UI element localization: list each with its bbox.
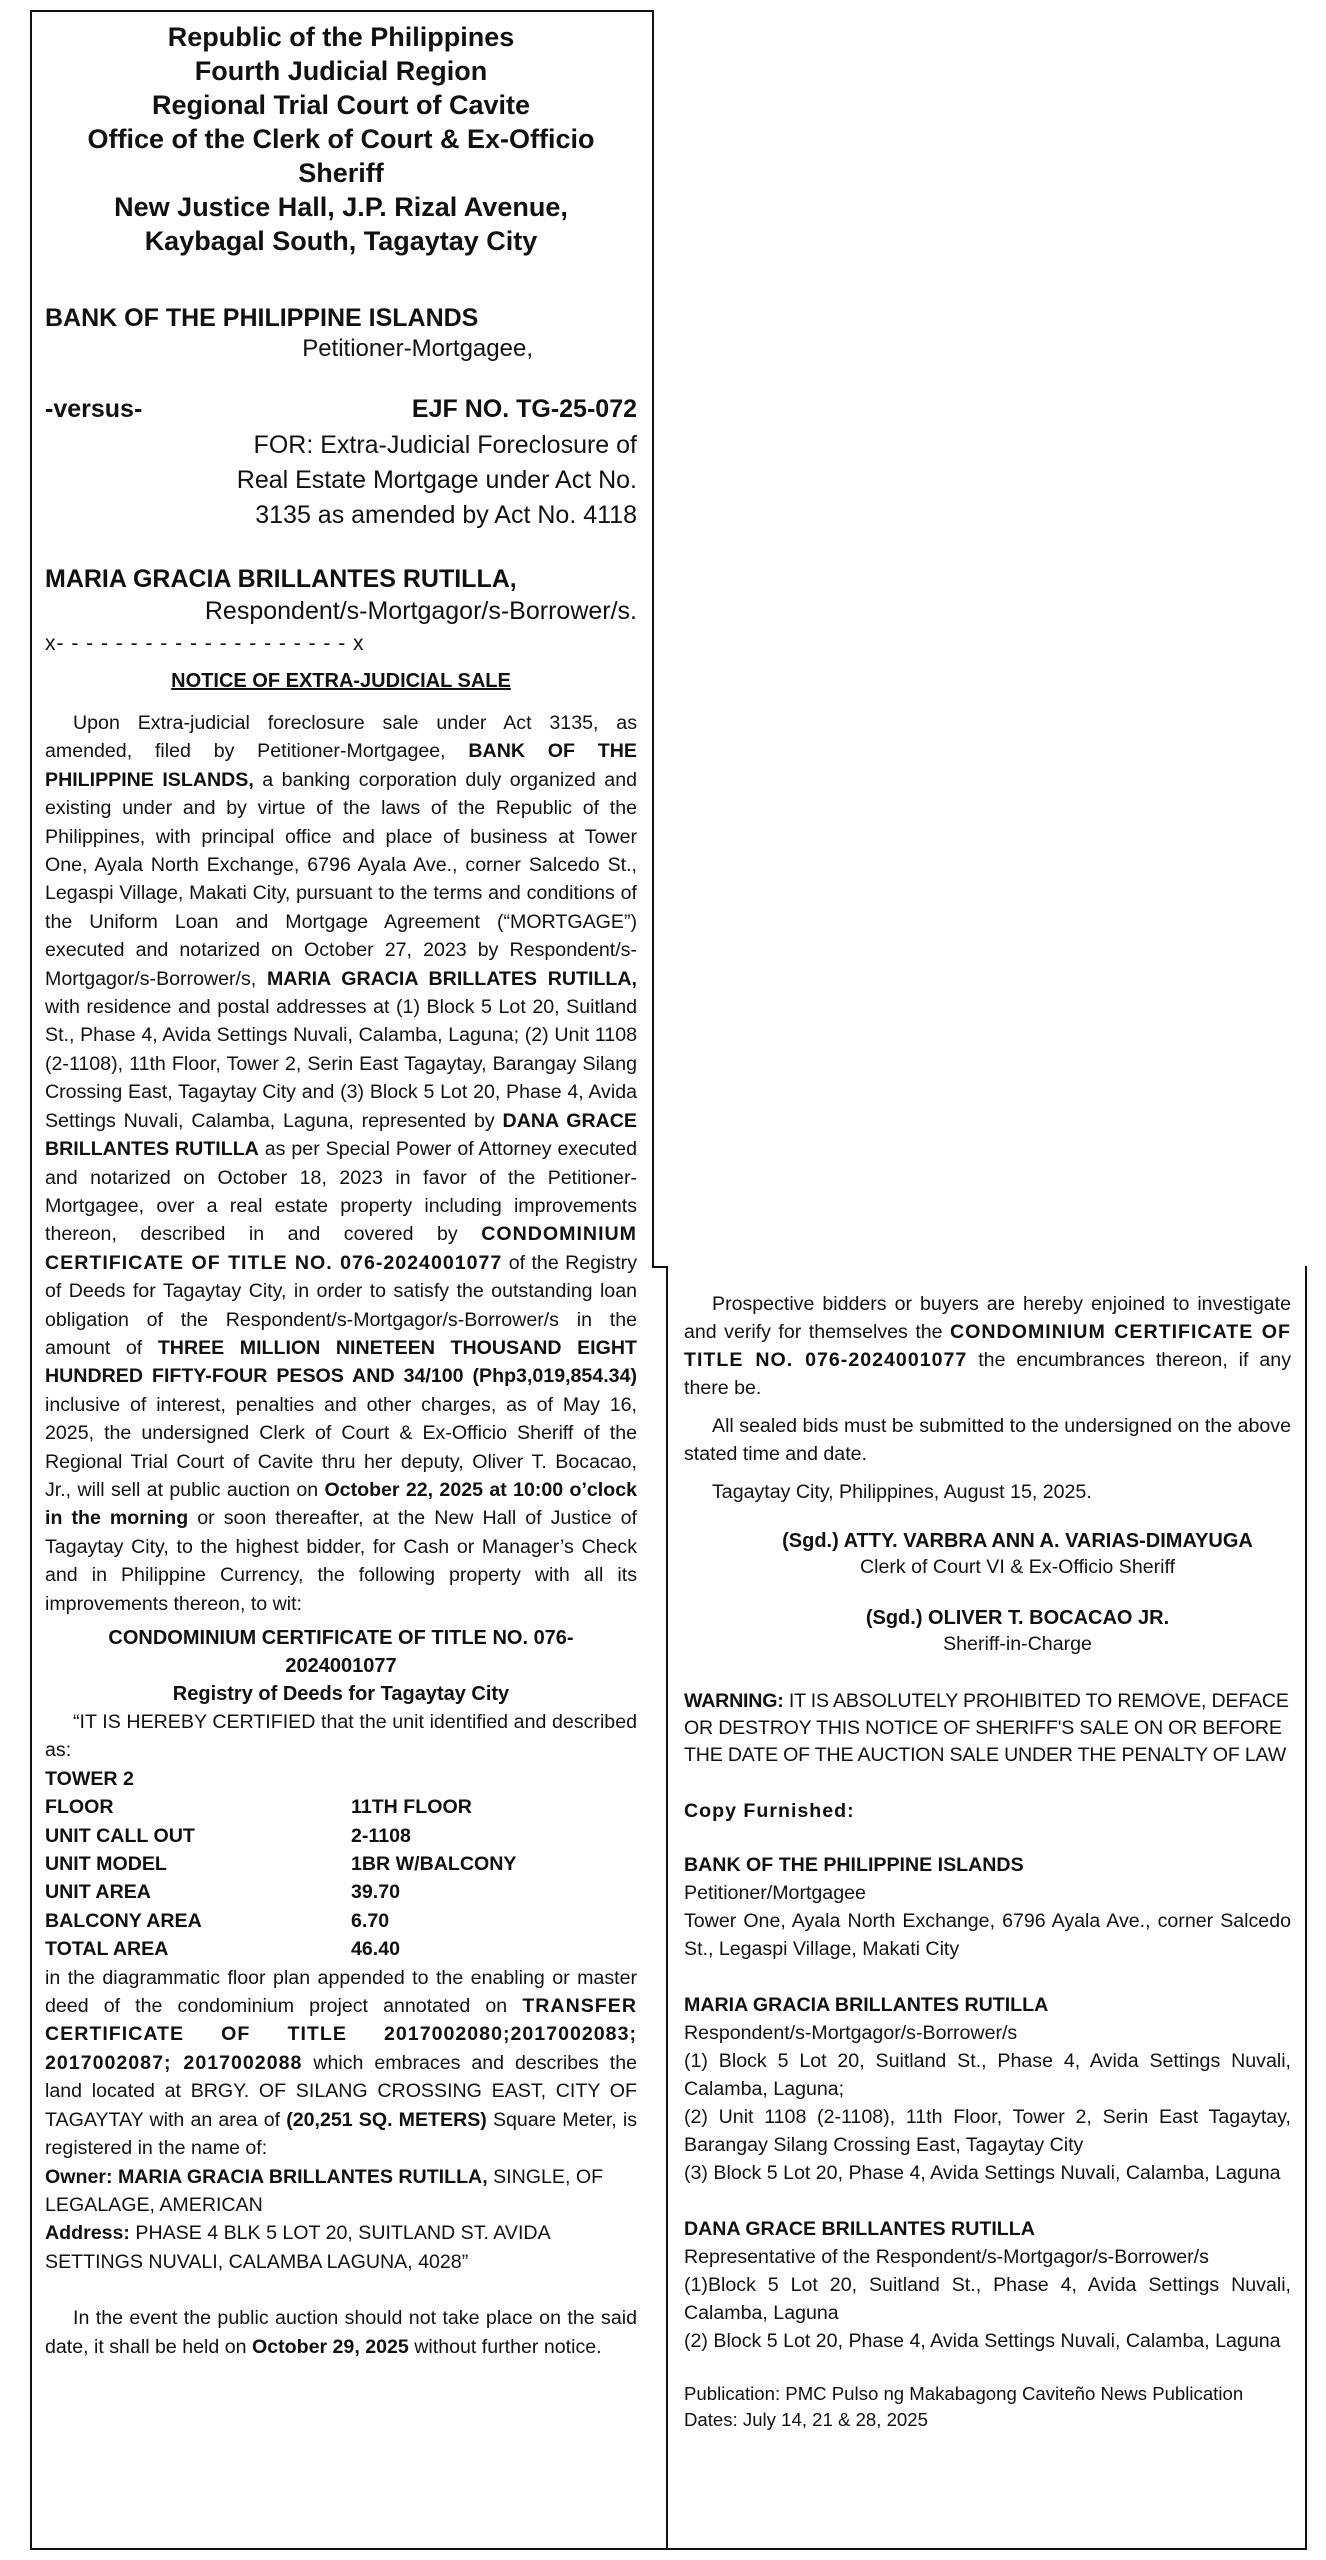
frame-left-line bbox=[30, 10, 32, 2550]
unit-key: TOTAL AREA bbox=[45, 1938, 169, 1961]
recipient-role: Representative of the Respondent/s-Mortgagor/s-Borrower/s bbox=[684, 2246, 1209, 2268]
cct-title-line: 2024001077 bbox=[285, 1655, 397, 1677]
table-row bbox=[45, 1793, 516, 1821]
header-line: Fourth Judicial Region bbox=[194, 56, 488, 86]
text: Square Meter, is registered in the name of: bbox=[45, 2108, 637, 2160]
copy-recipient-bpi bbox=[684, 1851, 1291, 1963]
recipient-name: BANK OF THE PHILIPPINE ISLANDS bbox=[684, 1854, 1024, 1876]
bold-text: Address: bbox=[45, 2222, 130, 2245]
bold-text: THREE MILLION NINETEEN THOUSAND EIGHT HUNDRED FIFTY-FOUR PESOS AND 34/100 (Php3,019,854.34) bbox=[45, 1336, 637, 1388]
recipient-role: Respondent/s-Mortgagor/s-Borrower/s bbox=[684, 2022, 1018, 2044]
versus-label: -versus- bbox=[45, 395, 143, 423]
text: as per Special Power of Attorney executed and notarized on October 18, 2023 in favor of the Petitioner-Mortgagee, over a real estate property including improvements thereon, described in and covered by bbox=[45, 1138, 637, 1246]
cct-title bbox=[45, 1624, 637, 1708]
case-subject-line: FOR: Extra-Judicial Foreclosure of bbox=[253, 431, 637, 459]
paragraph-sealed-bids: All sealed bids must be submitted to the undersigned on the above stated time and date. bbox=[684, 1415, 1291, 1465]
bold-text: MARIA GRACIA BRILLATES RUTILLA, bbox=[266, 967, 637, 990]
notice-title: NOTICE OF EXTRA-JUDICIAL SALE bbox=[171, 670, 511, 692]
table-row bbox=[45, 1878, 516, 1906]
recipient-address: (2) Unit 1108 (2-1108), 11th Floor, Tower 2, Serin East Tagaytay, Barangay Silang Crossing East, Tagaytay City bbox=[684, 2106, 1291, 2156]
owner-line bbox=[45, 2163, 637, 2220]
bold-text: Owner: MARIA GRACIA BRILLANTES RUTILLA, bbox=[45, 2165, 488, 2188]
table-row bbox=[45, 1850, 516, 1878]
text: a banking corporation duly organized and existing under and by virtue of the laws of the Republic of the Philippines, with principal office and place of business at Tower One, Ayala North Exchange, 6796 Ayala Ave., corner Salcedo St., Legaspi Village, Makati City, pursuant to the terms and conditions of the Uniform Loan and Mortgage Agreement (“MORTGAGE”) executed and notarized on October 27, 2023 by Respondent/s-Mortgagor/s-Borrower/s, bbox=[45, 768, 637, 990]
recipient-address: (2) Block 5 Lot 20, Phase 4, Avida Settings Nuvali, Calamba, Laguna bbox=[684, 2330, 1281, 2352]
header-line: Regional Trial Court of Cavite bbox=[151, 90, 531, 120]
unit-key: UNIT CALL OUT bbox=[45, 1824, 195, 1847]
recipient-address: (3) Block 5 Lot 20, Phase 4, Avida Settings Nuvali, Calamba, Laguna bbox=[684, 2162, 1281, 2184]
paragraph-bidders bbox=[684, 1290, 1291, 1402]
text: PHASE 4 BLK 5 LOT 20, SUITLAND ST. AVIDA SETTINGS NUVALI, CALAMBA LAGUNA, 4028” bbox=[45, 2222, 550, 2273]
paragraph-foreclosure bbox=[45, 709, 637, 1618]
signature-block-clerk bbox=[684, 1530, 1291, 1581]
unit-value: 11TH FLOOR bbox=[351, 1796, 472, 1819]
signature-block-sheriff bbox=[684, 1607, 1291, 1658]
court-header bbox=[45, 20, 637, 258]
signatory-title: Clerk of Court VI & Ex-Officio Sheriff bbox=[859, 1556, 1176, 1578]
header-line: Office of the Clerk of Court & Ex-Officio bbox=[87, 124, 595, 154]
copy-recipient-representative bbox=[684, 2215, 1291, 2355]
unit-key: FLOOR bbox=[45, 1796, 114, 1819]
text: with residence and postal addresses at (1) Block 5 Lot 20, Suitland St., Phase 4, Avida Settings Nuvali, Calamba, Laguna; (2) Unit 1108 (2-1108), 11th Floor, Tower 2, Serin East Tagaytay, Barangay Silang Crossing East, Tagaytay City and (3) Block 5 Lot 20, Phase 4, Avida Settings Nuvali, Calamba, Laguna, represented by bbox=[45, 996, 637, 1132]
petitioner-role: Petitioner-Mortgagee, bbox=[302, 335, 533, 362]
text: in the diagrammatic floor plan appended to the enabling or master deed of the condominium project annotated on bbox=[45, 1966, 637, 2018]
recipient-address: (1)Block 5 Lot 20, Suitland St., Phase 4, Avida Settings Nuvali, Calamba, Laguna bbox=[684, 2274, 1291, 2324]
bold-text: CONDOMINIUM CERTIFICATE OF TITLE NO. 076-2024001077 bbox=[45, 1223, 637, 1274]
copy-recipient-respondent bbox=[684, 1991, 1291, 2187]
header-line: Kaybagal South, Tagaytay City bbox=[144, 226, 538, 256]
copy-furnished-heading: Copy Furnished: bbox=[684, 1800, 855, 1822]
unit-key: BALCONY AREA bbox=[45, 1909, 202, 1932]
text: or soon thereafter, at the New Hall of Justice of Tagaytay City, to the highest bidder, for Cash or Manager’s Check and in Philippine Currency, the following property with all its improvements thereon, to wit: bbox=[45, 1507, 637, 1615]
header-line: Republic of the Philippines bbox=[167, 22, 515, 52]
text: without further notice. bbox=[408, 2335, 602, 2358]
bold-text: DANA GRACE BRILLANTES RUTILLA bbox=[45, 1109, 637, 1161]
petitioner-name: BANK OF THE PHILIPPINE ISLANDS bbox=[45, 304, 479, 332]
text: Prospective bidders or buyers are hereby enjoined to investigate and verify for themselves the bbox=[684, 1293, 1291, 1343]
table-row bbox=[45, 1935, 516, 1963]
recipient-name: DANA GRACE BRILLANTES RUTILLA bbox=[684, 2218, 1035, 2240]
unit-value: 2-1108 bbox=[351, 1824, 411, 1847]
frame-top-line bbox=[30, 10, 654, 12]
frame-right-line bbox=[1305, 1266, 1307, 2550]
left-column bbox=[45, 20, 637, 2361]
respondent-role: Respondent/s-Mortgagor/s-Borrower/s. bbox=[204, 597, 637, 625]
unit-value: 39.70 bbox=[351, 1881, 401, 1904]
certified-text: “IT IS HEREBY CERTIFIED that the unit identified and described as: bbox=[45, 1711, 637, 1762]
text: inclusive of interest, penalties and other charges, as of May 16, 2025, the undersigned Clerk of Court & Ex-Officio Sheriff of the Regional Trial Court of Cavite thru her deputy, Oliver T. Bocacao, Jr., will sell at public auction on bbox=[45, 1393, 637, 1501]
unit-key: UNIT MODEL bbox=[45, 1853, 167, 1876]
signatory-name: (Sgd.) OLIVER T. BOCACAO JR. bbox=[865, 1607, 1170, 1629]
signatory-title: Sheriff-in-Charge bbox=[943, 1633, 1092, 1655]
signatory-name: (Sgd.) ATTY. VARBRA ANN A. VARIAS-DIMAYUGA bbox=[782, 1530, 1253, 1552]
text: of the Registry of Deeds for Tagaytay City, in order to satisfy the outstanding loan obligation of the Respondent/s-Mortgagor/s-Borrower/s in the amount of bbox=[45, 1251, 637, 1359]
versus-row bbox=[45, 395, 637, 424]
unit-tower: TOWER 2 bbox=[45, 1767, 134, 1790]
unit-key: UNIT AREA bbox=[45, 1881, 151, 1904]
text: which embraces and describes the land located at BRGY. OF SILANG CROSSING EAST, CITY OF TAGAYTAY with an area of bbox=[45, 2051, 637, 2131]
text: IT IS ABSOLUTELY PROHIBITED TO REMOVE, DEFACE OR DESTROY THIS NOTICE OF SHERIFF'S SALE ON OR BEFORE THE DATE OF THE AUCTION SALE UNDER THE PENALTY OF LAW bbox=[684, 1690, 1289, 1766]
caption-x-line: x- - - - - - - - - - - - - - - - - - - - x bbox=[45, 632, 365, 655]
bold-text: October 22, 2025 at 10:00 o’clock in the morning bbox=[45, 1478, 637, 1530]
unit-value: 46.40 bbox=[351, 1938, 401, 1961]
bold-text: WARNING: bbox=[684, 1690, 784, 1712]
bold-text: (20,251 SQ. METERS) bbox=[286, 2108, 487, 2131]
frame-middle-upper-line bbox=[652, 10, 654, 1268]
paragraph-event bbox=[45, 2304, 637, 2361]
frame-bottom-line bbox=[30, 2548, 1307, 2550]
text: the encumbrances thereon, if any there be. bbox=[684, 1349, 1292, 1399]
respondent-name: MARIA GRACIA BRILLANTES RUTILLA, bbox=[45, 565, 517, 593]
text: In the event the public auction should not take place on the said date, it shall be held on bbox=[45, 2307, 637, 2358]
bold-text: TRANSFER CERTIFICATE OF TITLE 2017002080;2017002083; 2017002087; 2017002088 bbox=[45, 1995, 637, 2074]
header-line: Sheriff bbox=[298, 158, 384, 188]
table-row bbox=[45, 1822, 516, 1850]
paragraph-master-deed bbox=[45, 1964, 637, 2163]
frame-step-line bbox=[652, 1266, 666, 1268]
text: Upon Extra-judicial foreclosure sale under Act 3135, as amended, filed by Petitioner-Mortgagee, bbox=[45, 712, 637, 763]
bold-text: BANK OF THE PHILIPPINE ISLANDS, bbox=[45, 740, 637, 791]
publication-info bbox=[684, 2381, 1291, 2433]
frame-middle-lower-line bbox=[666, 1266, 668, 2550]
notice-body bbox=[45, 709, 637, 2361]
warning-notice bbox=[684, 1688, 1291, 1769]
unit-details-table bbox=[45, 1793, 516, 1963]
publication-line: Publication: PMC Pulso ng Makabagong Caviteño News Publication bbox=[684, 2383, 1244, 2404]
table-row bbox=[45, 1907, 516, 1935]
unit-value: 1BR W/BALCONY bbox=[351, 1853, 517, 1876]
recipient-name: MARIA GRACIA BRILLANTES RUTILLA bbox=[684, 1994, 1049, 2016]
right-column bbox=[684, 1290, 1291, 2433]
header-line: New Justice Hall, J.P. Rizal Avenue, bbox=[114, 192, 568, 222]
place-and-date: Tagaytay City, Philippines, August 15, 2025. bbox=[712, 1481, 1092, 1503]
address-line bbox=[45, 2219, 637, 2276]
cct-title-line: CONDOMINIUM CERTIFICATE OF TITLE NO. 076- bbox=[108, 1627, 574, 1649]
text: SINGLE, OF LEGALAGE, AMERICAN bbox=[45, 2165, 604, 2216]
case-subject-line: Real Estate Mortgage under Act No. bbox=[236, 466, 637, 494]
bold-text: CONDOMINIUM CERTIFICATE OF TITLE NO. 076-2024001077 bbox=[684, 1321, 1291, 1371]
unit-value: 6.70 bbox=[351, 1909, 390, 1932]
recipient-role: Petitioner/Mortgagee bbox=[684, 1882, 866, 1904]
case-subject-line: 3135 as amended by Act No. 4118 bbox=[255, 501, 637, 529]
cct-registry: Registry of Deeds for Tagaytay City bbox=[172, 1683, 510, 1705]
case-number: EJF NO. TG-25-072 bbox=[411, 395, 637, 423]
recipient-address: Tower One, Ayala North Exchange, 6796 Ayala Ave., corner Salcedo St., Legaspi Village, Makati City bbox=[684, 1910, 1291, 1960]
recipient-address: (1) Block 5 Lot 20, Suitland St., Phase 4, Avida Settings Nuvali, Calamba, Laguna; bbox=[684, 2050, 1291, 2100]
case-subject bbox=[45, 428, 637, 533]
bold-text: October 29, 2025 bbox=[251, 2335, 409, 2358]
publication-dates: Dates: July 14, 21 & 28, 2025 bbox=[684, 2409, 928, 2430]
